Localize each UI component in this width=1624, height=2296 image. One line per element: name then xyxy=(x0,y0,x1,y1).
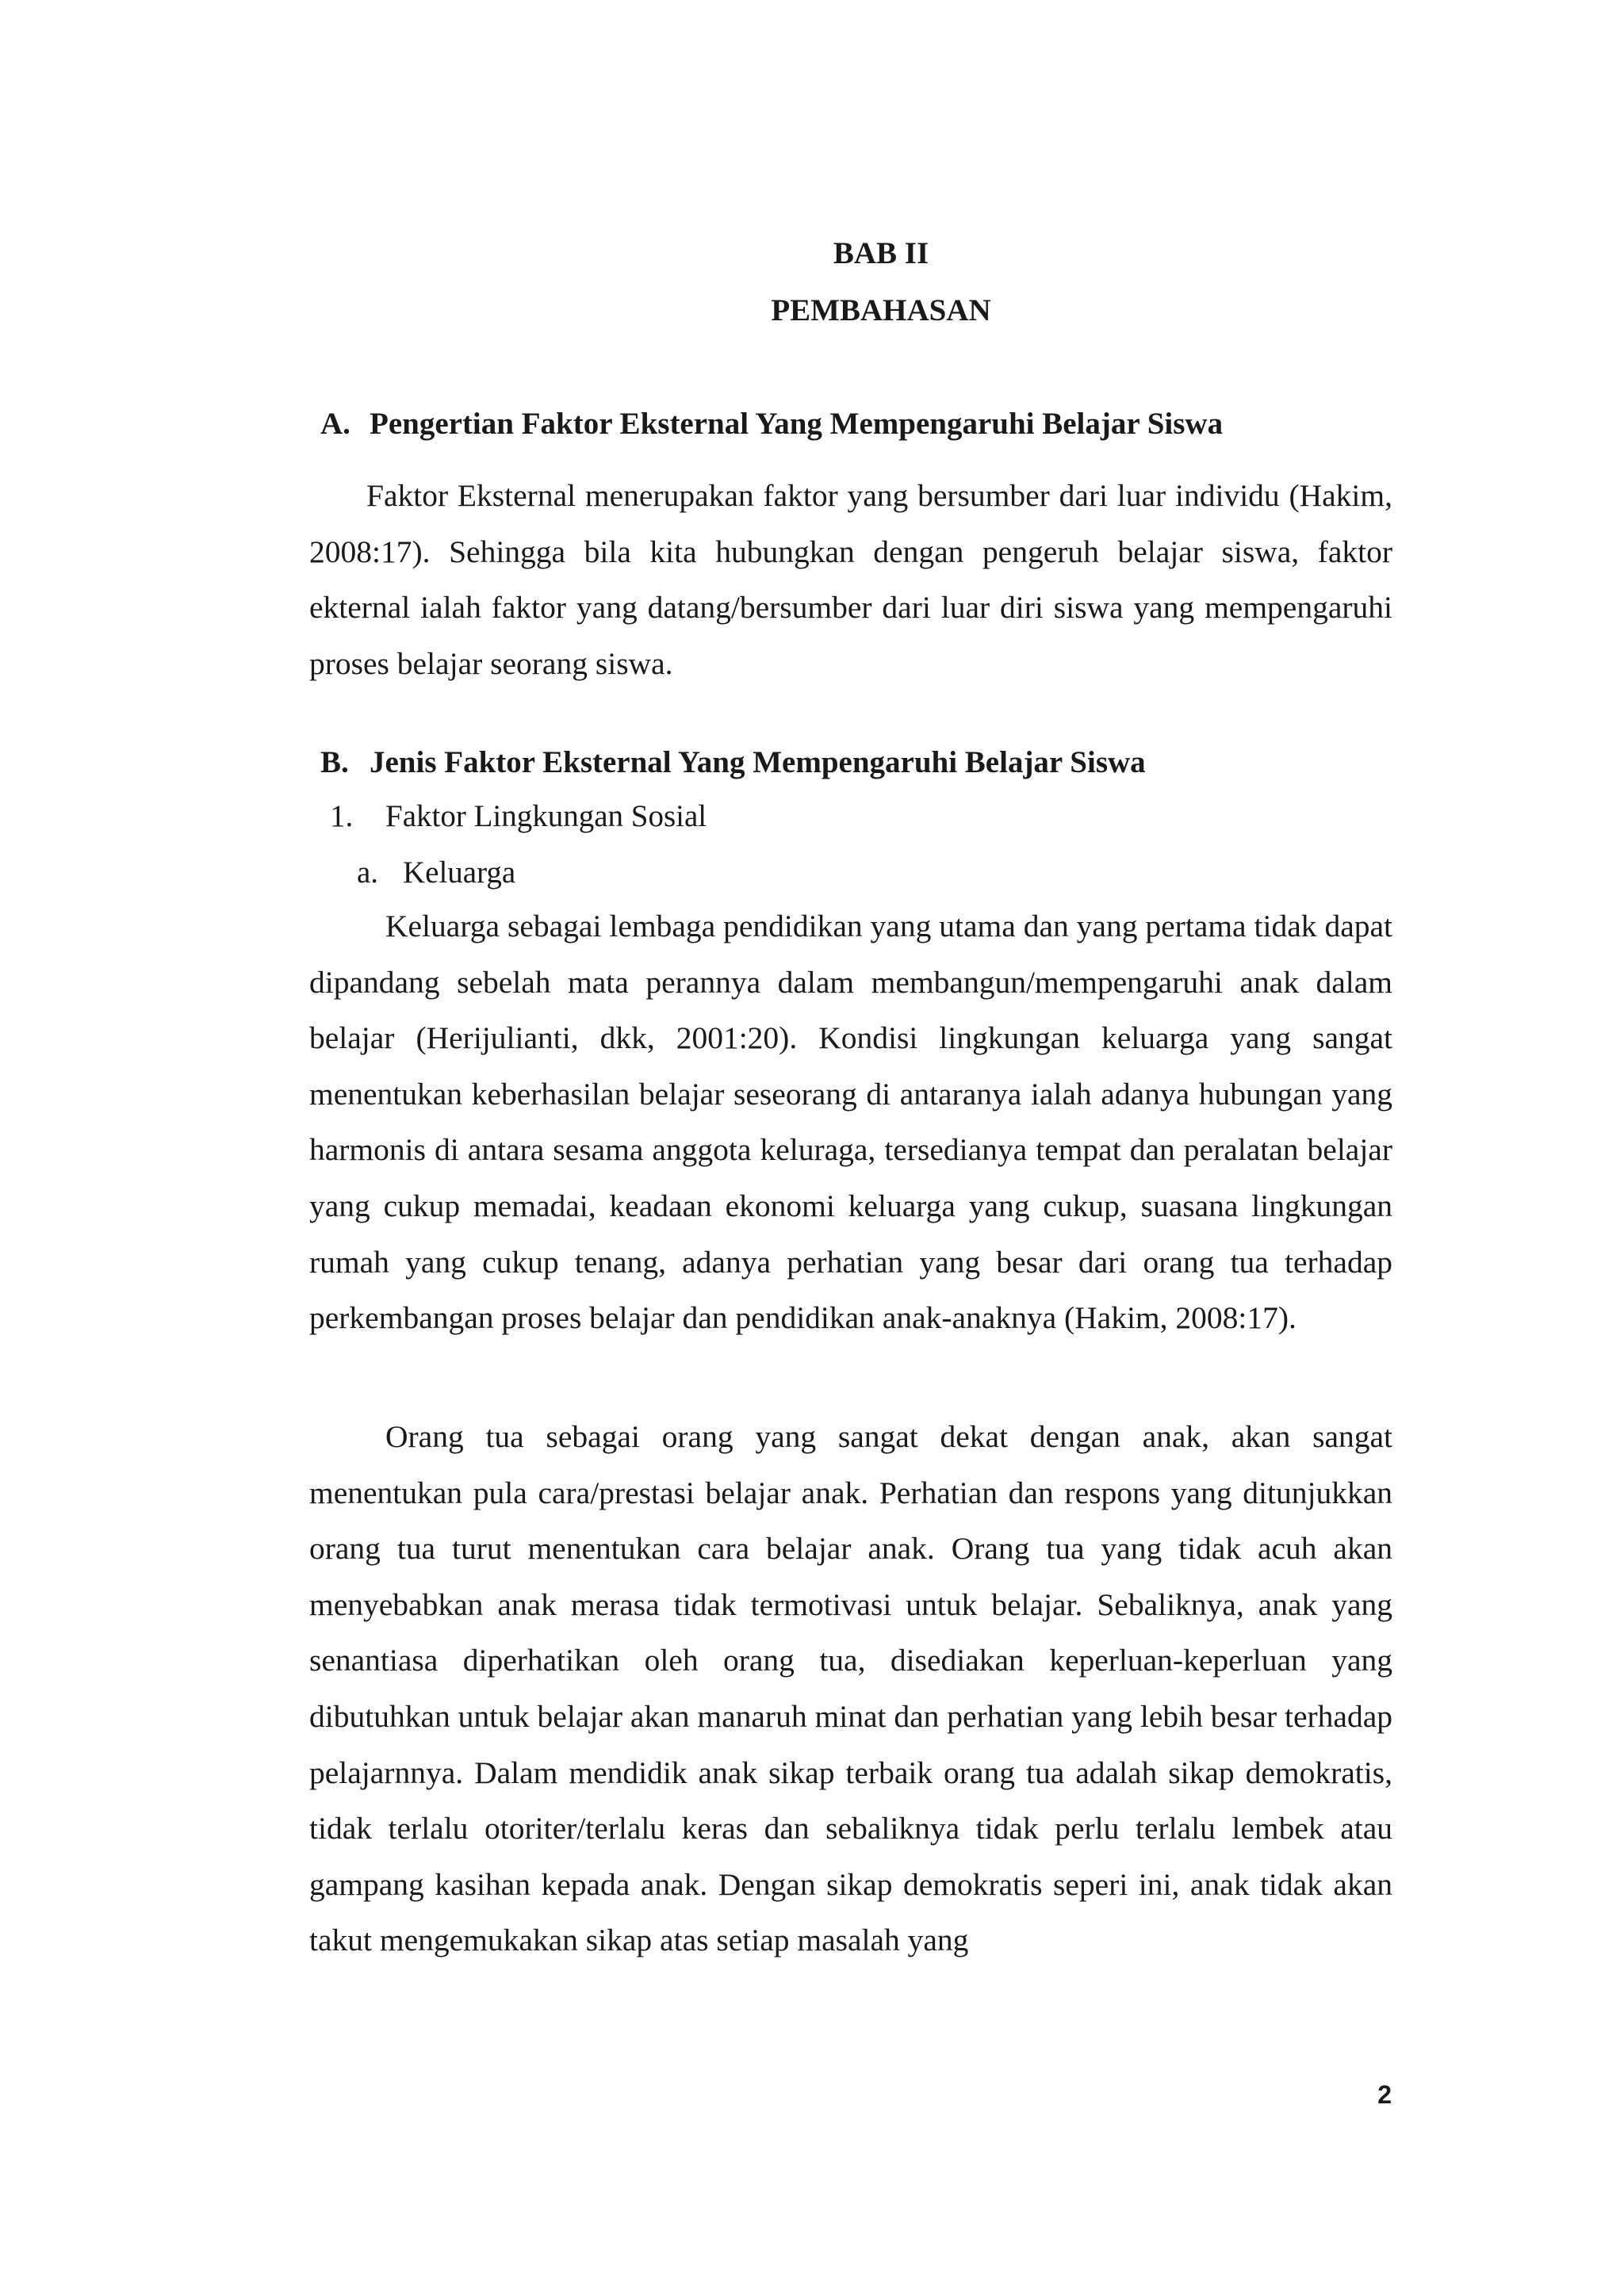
section-a-paragraph: Faktor Eksternal menerupakan faktor yang bersumber dari luar individu (Hakim, 2008:17). Sehingga bila kita hubungkan dengan pengeruh belajar siswa, faktor ekternal ialah faktor yang datang/bersumber dari luar diri siswa yang mempengaruhi proses belajar seorang siswa. xyxy=(309,478,1392,681)
section-b-letter: B. xyxy=(320,745,349,779)
chapter-title: PEMBAHASAN xyxy=(771,293,991,327)
section-b-heading xyxy=(320,747,1146,778)
list-item-a xyxy=(357,857,515,888)
section-b-title: Jenis Faktor Eksternal Yang Mempengaruhi Belajar Siswa xyxy=(370,745,1146,779)
section-a-title: Pengertian Faktor Eksternal Yang Mempengaruhi Belajar Siswa xyxy=(370,407,1224,441)
section-b-paragraph-1: Keluarga sebagai lembaga pendidikan yang utama dan yang pertama tidak dapat dipandang sebelah mata perannya dalam membangun/mempengaruhi anak dalam belajar (Herijulianti, dkk, 2001:20). Kondisi lingkungan keluarga yang sangat menentukan keberhasilan belajar seseorang di antaranya ialah adanya hubungan yang harmonis di antara sesama anggota keluraga, tersedianya tempat dan peralatan belajar yang cukup memadai, keadaan ekonomi keluarga yang cukup, suasana lingkungan rumah yang cukup tenang, adanya perhatian yang besar dari orang tua terhadap perkembangan proses belajar dan pendidikan anak-anaknya (Hakim, 2008:17). xyxy=(309,909,1392,1336)
list-item-1-label: Faktor Lingkungan Sosial xyxy=(385,799,707,833)
list-item-1-marker: 1. xyxy=(330,799,354,833)
page-number: 2 xyxy=(1377,2080,1392,2109)
list-item-a-label: Keluarga xyxy=(403,855,516,890)
list-item-a-marker: a. xyxy=(357,855,379,890)
section-b-paragraph-2: Orang tua sebagai orang yang sangat dekat dengan anak, akan sangat menentukan pula cara/prestasi belajar anak. Perhatian dan respons yang ditunjukkan orang tua turut menentukan cara belajar anak. Orang tua yang tidak acuh akan menyebabkan anak merasa tidak termotivasi untuk belajar. Sebaliknya, anak yang senantiasa diperhatikan oleh orang tua, disediakan keperluan-keperluan yang dibutuhkan untuk belajar akan manaruh minat dan perhatian yang lebih besar terhadap pelajarnnya. Dalam mendidik anak sikap terbaik orang tua adalah sikap demokratis, tidak terlalu otoriter/terlalu keras dan sebaliknya tidak perlu terlalu lembek atau gampang kasihan kepada anak. Dengan sikap demokratis seperi ini, anak tidak akan takut mengemukakan sikap atas setiap masalah yang xyxy=(309,1419,1392,1958)
section-a-letter: A. xyxy=(320,407,350,441)
chapter-label: BAB II xyxy=(833,236,929,270)
list-item-1 xyxy=(330,801,707,832)
section-a-heading xyxy=(320,408,1223,439)
